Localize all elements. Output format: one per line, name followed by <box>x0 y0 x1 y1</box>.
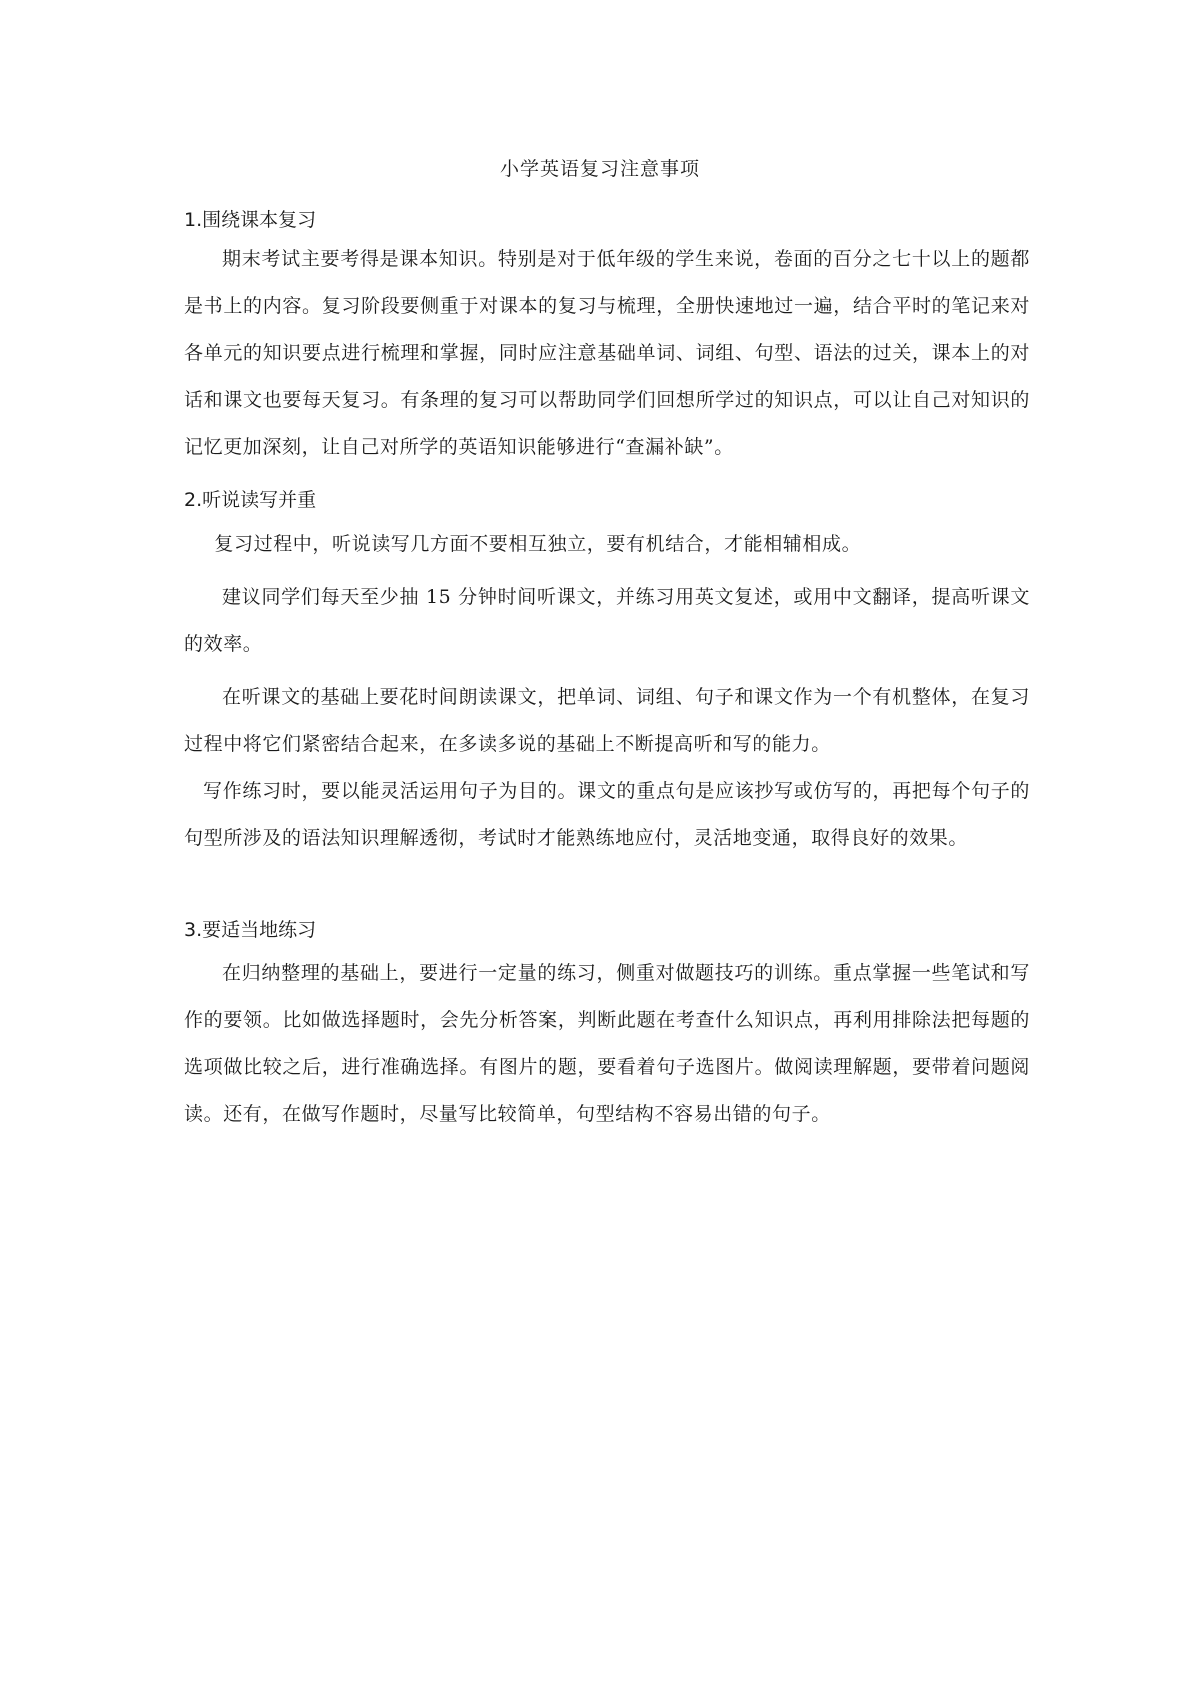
section-3-paragraph-1: 在归纳整理的基础上，要进行一定量的练习，侧重对做题技巧的训练。重点掌握一些笔试和写作的要领。比如做选择题时，会先分析答案，判断此题在考查什么知识点，再利用排除法把每题的选项做比较之后，进行准确选择。有图片的题，要看着句子选图片。做阅读理解题，要带着问题阅读。还有，在做写作题时，尽量写比较简单，句型结构不容易出错的句子。 <box>184 962 1030 1125</box>
section-2-paragraph-4: 写作练习时，要以能灵活运用句子为目的。课文的重点句是应该抄写或仿写的，再把每个句子的句型所涉及的语法知识理解透彻，考试时才能熟练地应付，灵活地变通，取得良好的效果。 <box>184 780 1030 849</box>
section-heading-2: 2.听说读写并重 <box>184 489 317 511</box>
document-title: 小学英语复习注意事项 <box>499 158 700 180</box>
section-2-paragraph-1: 复习过程中，听说读写几方面不要相互独立，要有机结合，才能相辅相成。 <box>214 533 862 555</box>
section-heading-1: 1.围绕课本复习 <box>184 209 317 231</box>
section-2-paragraph-3: 在听课文的基础上要花时间朗读课文，把单词、词组、句子和课文作为一个有机整体，在复习过程中将它们紧密结合起来，在多读多说的基础上不断提高听和写的能力。 <box>184 686 1030 755</box>
section-2-paragraph-2: 建议同学们每天至少抽 15 分钟时间听课文，并练习用英文复述，或用中文翻译，提高听课文的效率。 <box>184 586 1030 655</box>
section-heading-3: 3.要适当地练习 <box>184 919 317 941</box>
section-1-paragraph-1: 期末考试主要考得是课本知识。特别是对于低年级的学生来说，卷面的百分之七十以上的题都是书上的内容。复习阶段要侧重于对课本的复习与梳理，全册快速地过一遍，结合平时的笔记来对各单元的知识要点进行梳理和掌握，同时应注意基础单词、词组、句型、语法的过关，课本上的对话和课文也要每天复习。有条理的复习可以帮助同学们回想所学过的知识点，可以让自己对知识的记忆更加深刻，让自己对所学的英语知识能够进行“查漏补缺”。 <box>184 248 1030 458</box>
